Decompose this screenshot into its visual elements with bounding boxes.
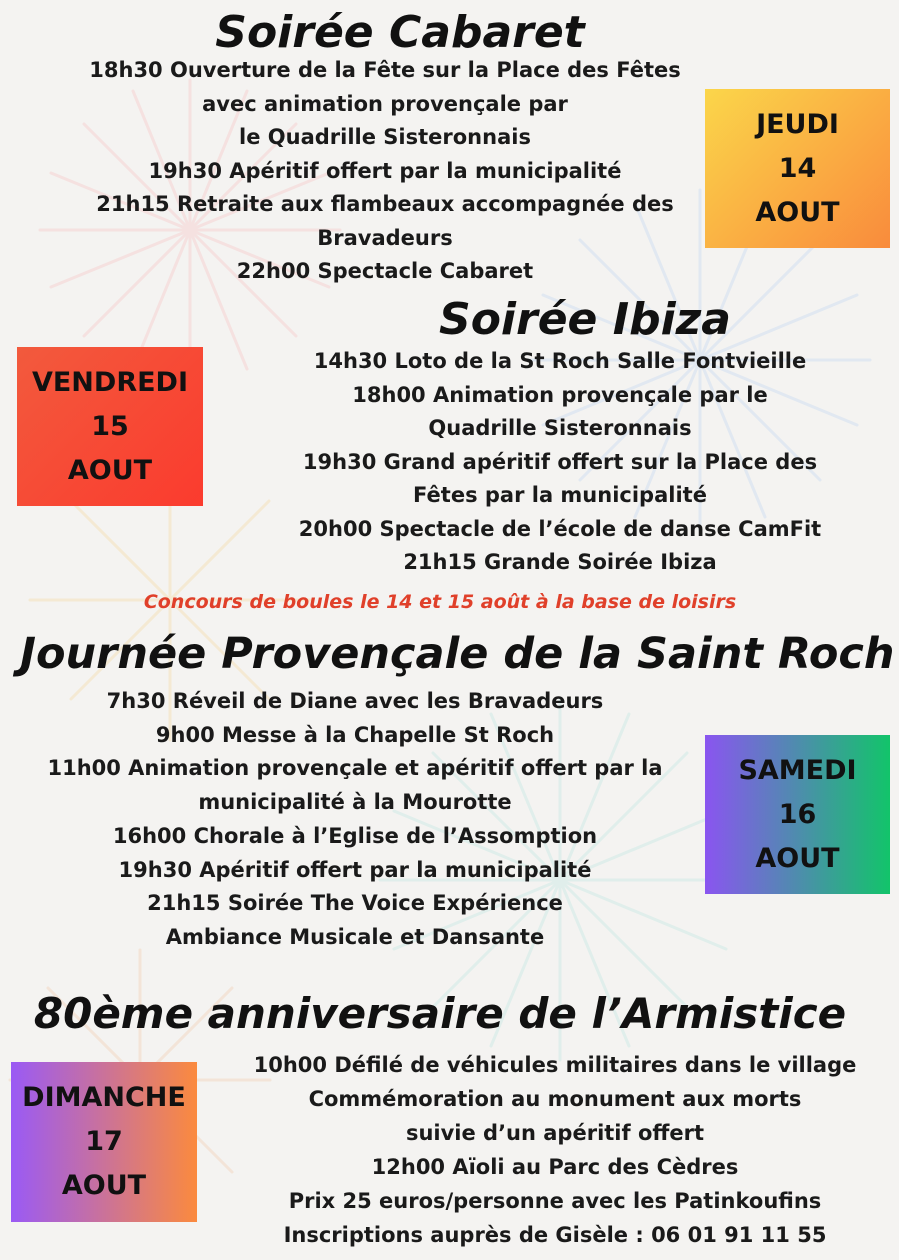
date-number: 16 — [778, 798, 817, 830]
section-title-armistice: 80ème anniversaire de l’Armistice — [33, 989, 847, 1038]
date-box-samedi — [705, 735, 890, 894]
program-line: suivie d’un apéritif offert — [405, 1121, 705, 1145]
program-line: 11h00 Animation provençale et apéritif offert par la — [47, 756, 663, 781]
date-day: SAMEDI — [738, 754, 857, 786]
program-line: 14h30 Loto de la St Roch Salle Fontvieille — [313, 349, 807, 373]
date-number: 14 — [778, 152, 817, 184]
date-box-vendredi — [17, 347, 203, 506]
program-line: 18h30 Ouverture de la Fête sur la Place des Fêtes — [89, 58, 681, 82]
date-month: AOUT — [67, 454, 153, 486]
date-day: DIMANCHE — [22, 1082, 186, 1113]
program-line: 16h00 Chorale à l’Eglise de l’Assomption — [112, 823, 598, 848]
program-line: 12h00 Aïoli au Parc des Cèdres — [371, 1155, 739, 1179]
date-month: AOUT — [755, 196, 840, 228]
section-title-cabaret: Soirée Cabaret — [215, 7, 585, 58]
program-line: Bravadeurs — [317, 225, 453, 250]
section-title-saint-roch: Journée Provençale de la Saint Roch — [20, 629, 895, 679]
program-line: 21h15 Retraite aux flambeaux accompagnée des — [96, 192, 674, 216]
program-line: Inscriptions auprès de Gisèle : 06 01 91 11 55 — [283, 1223, 827, 1247]
program-line: 19h30 Grand apéritif offert sur la Place des — [302, 449, 818, 474]
program-line: Fêtes par la municipalité — [413, 483, 707, 507]
section-title-ibiza: Soirée Ibiza — [439, 294, 731, 345]
program-line: 22h00 Spectacle Cabaret — [236, 259, 534, 283]
program-line: 21h15 Grande Soirée Ibiza — [403, 550, 717, 574]
date-month: AOUT — [755, 842, 840, 874]
program-line: Ambiance Musicale et Dansante — [165, 924, 545, 949]
date-box-dimanche — [11, 1062, 197, 1222]
program-line: 19h30 Apéritif offert par la municipalité — [118, 857, 592, 882]
program-line: 20h00 Spectacle de l’école de danse CamFit — [298, 516, 822, 541]
program-line: 21h15 Soirée The Voice Expérience — [147, 891, 563, 916]
program-line: municipalité à la Mourotte — [198, 790, 512, 815]
program-line: Commémoration au monument aux morts — [308, 1087, 802, 1111]
program-line: 7h30 Réveil de Diane avec les Bravadeurs — [106, 689, 604, 713]
program-list-vendredi — [240, 345, 880, 580]
program-line: le Quadrille Sisteronnais — [239, 125, 531, 149]
date-day: JEUDI — [756, 108, 839, 140]
date-number: 17 — [85, 1126, 123, 1157]
program-line: Quadrille Sisteronnais — [428, 416, 692, 440]
program-line: 10h00 Défilé de véhicules militaires dans le village — [253, 1053, 857, 1077]
program-line: Prix 25 euros/personne avec les Patinkoufins — [288, 1189, 822, 1213]
program-line: avec animation provençale par — [202, 91, 568, 116]
program-list-dimanche — [220, 1048, 890, 1252]
date-box-jeudi — [705, 89, 890, 248]
program-line: 18h00 Animation provençale par le — [352, 382, 768, 407]
program-list-jeudi — [40, 54, 730, 289]
date-day: VENDREDI — [31, 366, 189, 398]
program-line: 19h30 Apéritif offert par la municipalité — [148, 158, 622, 183]
date-number: 15 — [91, 410, 129, 442]
boules-note: Concours de boules le 14 et 15 août à la base de loisirs — [143, 591, 737, 613]
program-line: 9h00 Messe à la Chapelle St Roch — [155, 722, 555, 747]
date-month: AOUT — [61, 1170, 147, 1201]
program-list-samedi — [20, 685, 690, 955]
